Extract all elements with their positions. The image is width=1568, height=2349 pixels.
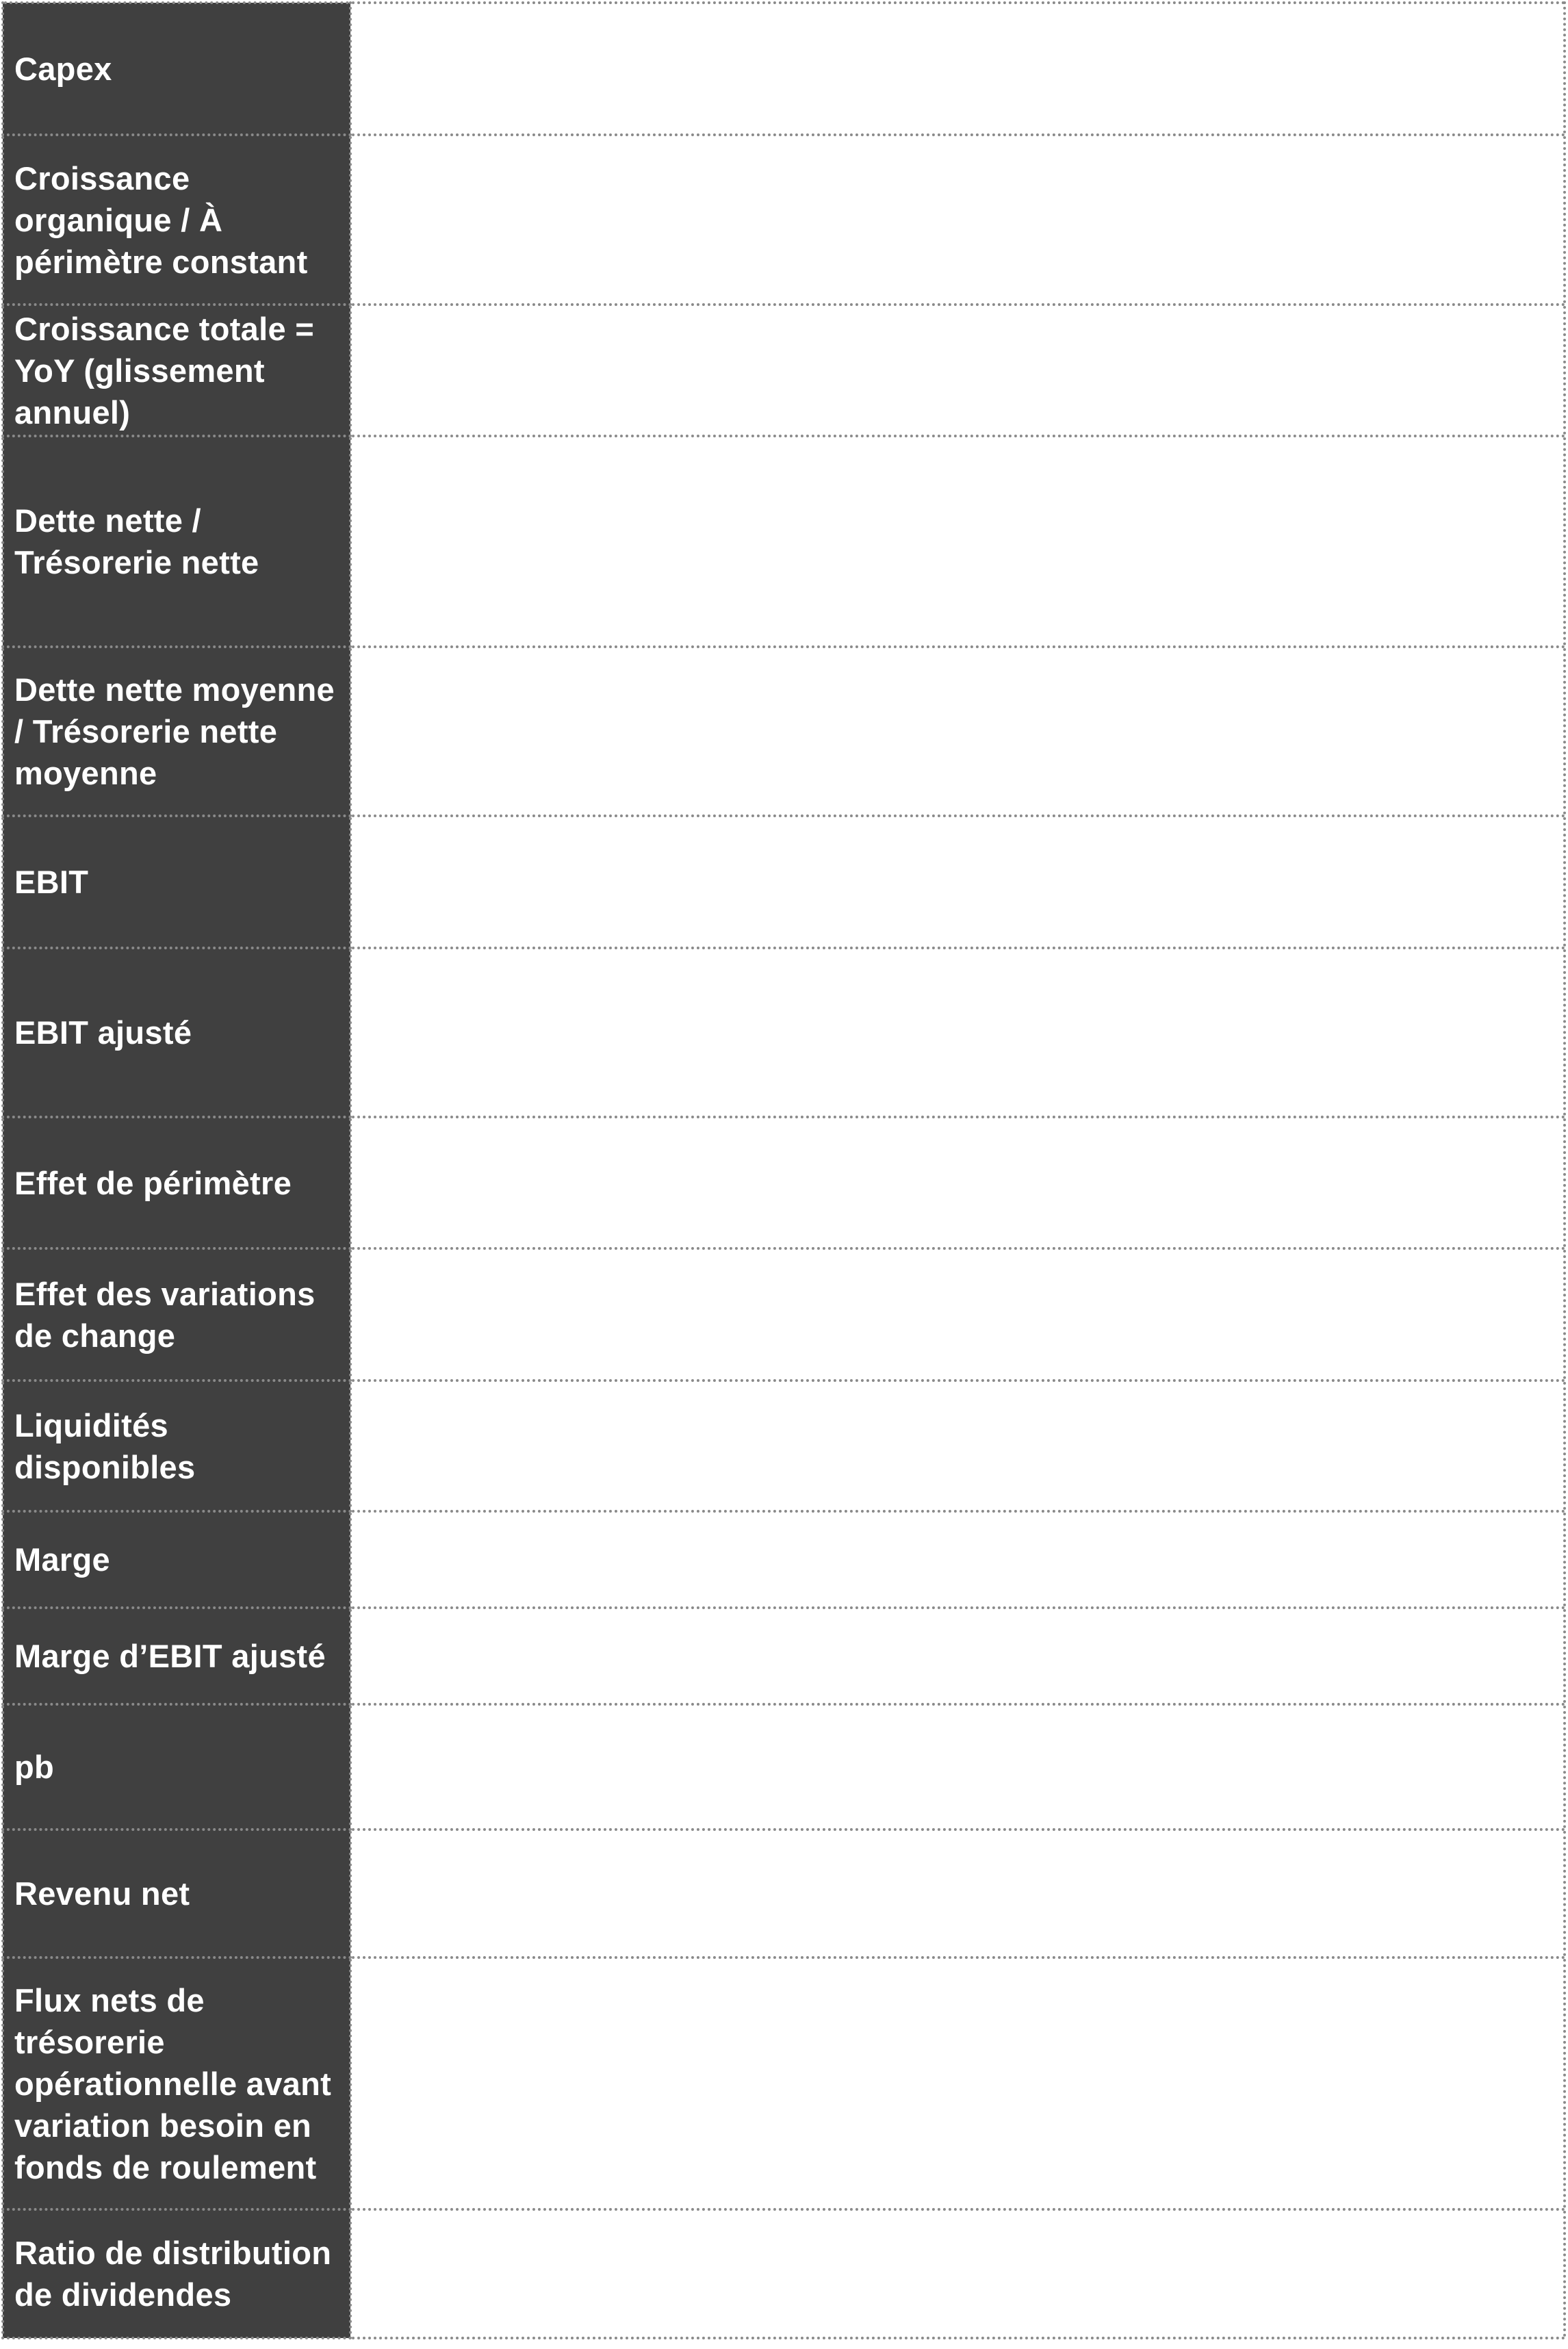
definition-cell	[350, 3, 1565, 135]
definition-cell	[350, 2209, 1565, 2338]
term-cell: Effet de périmètre	[3, 1117, 350, 1248]
definition-cell	[350, 647, 1565, 816]
term-cell: EBIT	[3, 816, 350, 948]
table-row	[3, 135, 1565, 305]
definition-cell	[350, 816, 1565, 948]
table-row	[3, 948, 1565, 1117]
table-row	[3, 1511, 1565, 1608]
table-row	[3, 1830, 1565, 1958]
table-row	[3, 436, 1565, 647]
table-row	[3, 1608, 1565, 1704]
table-row	[3, 647, 1565, 816]
term-cell: Effet des variations de change	[3, 1248, 350, 1381]
definition-cell	[350, 1248, 1565, 1381]
table-row	[3, 1381, 1565, 1511]
definition-cell	[350, 1608, 1565, 1704]
table-row	[3, 1117, 1565, 1248]
term-cell: Croissance organique / À périmètre constant	[3, 135, 350, 305]
term-cell: pb	[3, 1704, 350, 1830]
term-cell: Liquidités disponibles	[3, 1381, 350, 1511]
term-cell: Ratio de distribution de dividendes	[3, 2209, 350, 2338]
term-cell: Dette nette / Trésorerie nette	[3, 436, 350, 647]
definition-cell	[350, 436, 1565, 647]
term-cell: Croissance totale = YoY (glissement annuel)	[3, 305, 350, 436]
table-row	[3, 305, 1565, 436]
definition-cell	[350, 1830, 1565, 1958]
table-row	[3, 1704, 1565, 1830]
table-row	[3, 1248, 1565, 1381]
term-cell: Dette nette moyenne / Trésorerie nette moyenne	[3, 647, 350, 816]
term-cell: Capex	[3, 3, 350, 135]
definition-cell	[350, 305, 1565, 436]
table-row	[3, 3, 1565, 135]
table-row	[3, 1958, 1565, 2209]
definition-cell	[350, 1958, 1565, 2209]
definition-cell	[350, 1381, 1565, 1511]
table-row	[3, 816, 1565, 948]
term-cell: EBIT ajusté	[3, 948, 350, 1117]
glossary-table	[1, 1, 1566, 2339]
term-cell: Marge	[3, 1511, 350, 1608]
definition-cell	[350, 1511, 1565, 1608]
definition-cell	[350, 1117, 1565, 1248]
term-cell: Marge d’EBIT ajusté	[3, 1608, 350, 1704]
definition-cell	[350, 1704, 1565, 1830]
definition-cell	[350, 135, 1565, 305]
table-row	[3, 2209, 1565, 2338]
term-cell: Flux nets de trésorerie opérationnelle avant variation besoin en fonds de roulement	[3, 1958, 350, 2209]
definition-cell	[350, 948, 1565, 1117]
term-cell: Revenu net	[3, 1830, 350, 1958]
